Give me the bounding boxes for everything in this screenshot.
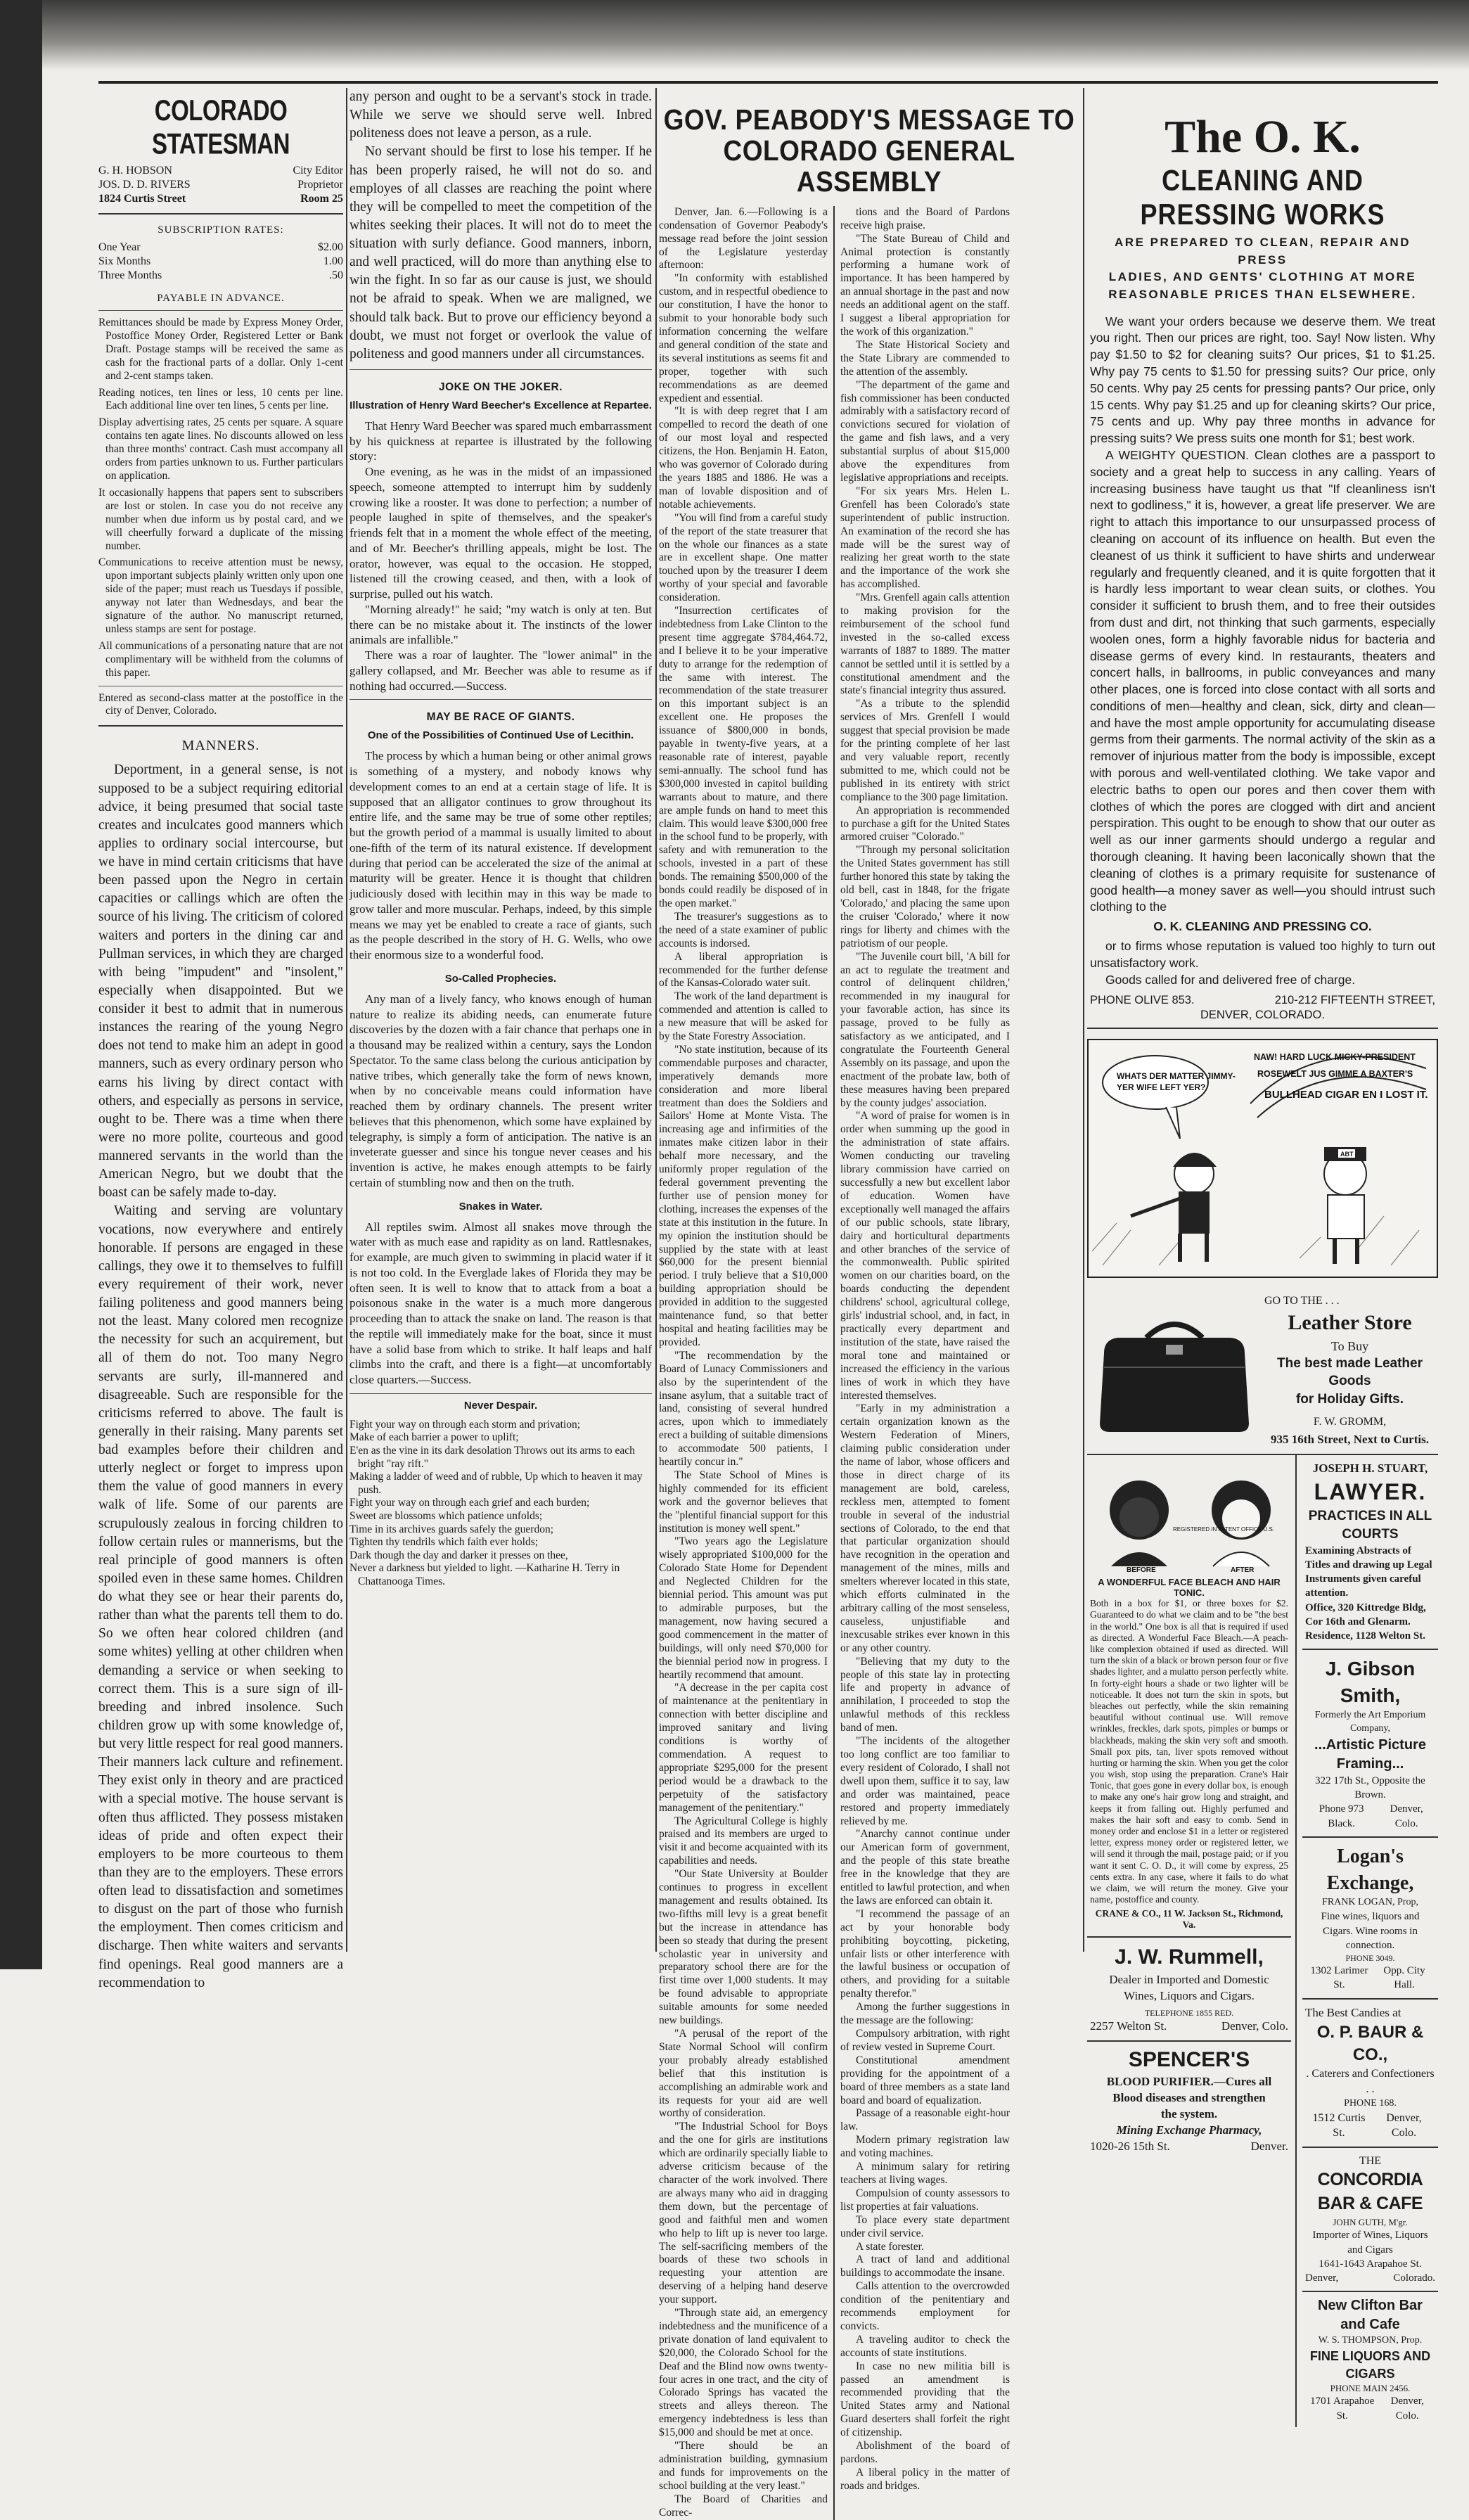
article-body bbox=[98, 761, 343, 1992]
article-body bbox=[349, 418, 652, 694]
rates-row: One Year $2.00 bbox=[98, 241, 343, 253]
column-rule bbox=[346, 88, 347, 1952]
poem-line: Dark though the day and darker it presses on thee, bbox=[349, 1549, 568, 1561]
ad-title: J. W. Rummell, bbox=[1115, 1945, 1264, 1969]
divider bbox=[349, 369, 652, 370]
paragraph: In case no new militia bill is passed an amendment is recommended providing that the United States army and National Guard deserters shall forfeit the right of citizenship. bbox=[840, 2360, 1010, 2439]
divider bbox=[349, 699, 652, 700]
paragraph: "The Juvenile court bill, 'A bill for an act to regulate the treatment and control of delinquent children,' recommended in my inaugural for your favorable action, has since its passage, proved to be fully as satisfactory as we anticipated, and I congratulate the Fourteenth General Assembly on its passage, and upon the enactment of the probate law, both of these measures having been prepared by the county judges' association. bbox=[840, 950, 1010, 1109]
ad-phone: PHONE OLIVE 853. bbox=[1090, 994, 1195, 1007]
poem-line: Making a ladder of weed and of rubble, Up which to heaven it may push. bbox=[349, 1471, 643, 1496]
message-left bbox=[659, 206, 828, 2520]
notice: Display advertising rates, 25 cents per square. A square contains ten agate lines. No discounts allowed on less than three months' contract. Cash must accompany all orders from parties unknown to us. Further particulars on application. bbox=[98, 416, 343, 482]
paragraph: All reptiles swim. Almost all snakes move through the water with as much ease and rapidity as on land. Rattlesnakes, for example, are much given to swimming in placid water if it is not too cold. In the Everglade lakes of Florida they may be often seen. It is well to know that to attack from a boat a poisonous snake in the water is a much more dangerous proceeding than to attack the snake on land. The reason is that the reptile will immediately make for the boat, since it must have a solid base from which to strike. It half leaps and half climbs into the craft, and there is a fight—at uncomfortably close quarters.—Success. bbox=[349, 1220, 652, 1387]
paragraph: One evening, as he was in the midst of an impassioned speech, someone attempted to interrupt him by suddenly crowing like a rooster. It was done to perfection; a number of people laughed in spite of themselves, and the speaker's friends felt that in a moment the whole effect of the meeting, and of Mr. Beecher's thrilling appeals, might be lost. The orator, however, was equal to the occasion. He stopped, listened till the crowing ceased, and then, with a look of surprise, pulled out his watch. bbox=[349, 465, 652, 601]
ad-title: Logan's Exchange, bbox=[1326, 1845, 1414, 1894]
paragraph: The Board of Charities and Correc- bbox=[659, 2493, 828, 2519]
ad-title: CONCORDIA BAR & CAFE bbox=[1317, 2170, 1423, 2214]
paragraph: "No state institution, because of its commendable purposes and character, imperatively demands more consideration and more liberal treatment than does the Soldiers and Sailors' Home at Monte Vista. The increasing age and infirmities of the inmates make citizen labor in their behalf more necessary, and the uniformly proper regulation of the federal government preventing the further use of pension money for clothing, increases the expenses of the state at this institution in the future. In my opinion the institution should be supplied by the state with at least $60,000 for the present biennial period. I truly believe that a $10,000 building appropriation should be provided in addition to the suggested maintenance fund, so that better hospital and heating facilities may be provided. bbox=[659, 1043, 828, 1348]
poem-line: Tighten thy tendrils which faith ever holds; bbox=[349, 1536, 539, 1549]
logan-ad: Logan's Exchange, FRANK LOGAN, Prop, Fine wines, liquors and Cigars. Wine rooms in connection. PHONE 3049. 1302 Larimer St. Opp. City Hall. bbox=[1302, 1838, 1438, 2000]
paragraph: No servant should be first to lose his temper. If he has been properly raised, he will not do so. and employes of all classes are reaching the point where they will be compelled to meet the competition of the whites seeking their places. It will not do to meet the situation with surly defiance. Good manners, inborn, and well practiced, will do more than anything else to win the fight. In so far as our cause is just, we should not be afraid to speak. When we are maligned, we should talk back. But to prove our efficiency beyond a doubt, we must not forget or overlook the value of politeness and good manners under all circumstances. bbox=[349, 144, 652, 362]
paragraph: "Two years ago the Legislature wisely appropriated $100,000 for the Colorado State Home for Dependent and Neglected Children for the biennial period. This amount was put to admirable purposes, but the management, now having secured a good commencement in the matter of buildings, will only need $70,000 for the biennial period now in progress. I heartily recommend that amount. bbox=[659, 1535, 828, 1681]
poem-body bbox=[349, 1419, 652, 1589]
notice: Reading notices, ten lines or less, 10 cents per line. Each additional line over ten lines, 5 cents per line. bbox=[98, 386, 343, 412]
scan-top-shadow bbox=[0, 0, 1469, 70]
article-title: MANNERS. bbox=[181, 738, 260, 754]
paragraph: The State School of Mines is highly commended for its efficient work and the governor believes that the "plentiful financial support for this institution is money well spent." bbox=[659, 1469, 828, 1535]
message-columns bbox=[659, 206, 1079, 2520]
paragraph: Deportment, in a general sense, is not supposed to be a subject requiring editorial advice, it being presumed that social taste creates and inculcates good manners which applies to ordinary social intercourse, but we have in mind certain criticisms that have been passed upon the Negro in certain capacities or callings which are often the source of his living. The criticism of colored waiters and porters in the dining car and Pullman services, in which they are charged with being "impudent" and "insolent," especially when disappointed. But we consider it best to admit that in numerous instances the rearing of the young Negro does not tend to make him an adept in good manners, such as every ordinary person who earns his living by direct contact with others, and especially as persons in service, ought to be. There was a time when there were no more polite, courteous and good mannered servants in the world than the American Negro, but we doubt that the boast can be safely made to-day. bbox=[98, 762, 343, 1201]
paragraph: The treasurer's suggestions as to the need of a state examiner of public accounts is indorsed. bbox=[659, 910, 828, 949]
paragraph: "I recommend the passage of an act by your honorable body prohibiting boycotting, picketing, unfair lists or other interference with the lawful business or occupation of others, and providing for a suitable penalty therefor." bbox=[840, 1907, 1010, 2000]
paragraph: That Henry Ward Beecher was spared much embarrassment by his quickness at repartee is illustrated by the following story: bbox=[349, 418, 652, 463]
masthead-title: COLORADO STATESMAN bbox=[152, 94, 290, 160]
top-rule bbox=[98, 81, 1438, 84]
newspaper-page bbox=[98, 81, 1438, 2519]
paragraph: A tract of land and additional buildings to accommodate the insane. bbox=[840, 2253, 1010, 2279]
column-3 bbox=[659, 88, 1079, 2519]
staff-row: G. H. HOBSON City Editor bbox=[98, 165, 343, 177]
staff-list bbox=[98, 164, 343, 206]
paragraph: Any man of a lively fancy, who knows enough of human nature to realize its abiding needs, can enumerate future discoveries by the dozen with a fair chance that perhaps one in a thousand may be realized within a century, says the London Spectator. To the same class belong the curious anticipation by native tribes, which generally take the form of news known, when by no conceivable means could information have reached them by ordinary channels. The present writer believes that this phenomenon, which some have explained by telegraphy, is simply a form of anticipation. The native is an inveterate guesser and since his tongue never ceases and his invention is active, he makes enough attempts to be fairly certain of stumbling now and then on the truth. bbox=[349, 992, 652, 1189]
ad-title: O. P. BAUR & CO., bbox=[1316, 2022, 1424, 2065]
paragraph: Waiting and serving are voluntary vocations, now everywhere and entirely honorable. If persons are engaged in these callings, they owe it to themselves to fulfill every requirement of their work, never failing politeness and good manners being not the least. Many colored men recognize the necessity for such an acquirement, but all of them do not. Too many Negro servants are surly, ill-mannered and disagreeable. Such are responsible for the criticisms referred to above. The fault is generally in their raising. Many parents set bad examples before their children and utterly neglect or forget to impress upon them the value of good manners in every walk of life. Some of our parents are scrupulously zealous in forcing children to follow certain rules or mannerisms, but the real principle of good manners is often spoiled even in these same homes. Children do what they see or hear their parents do, rather than what the parents tell them to do. So we often hear colored children (and some whites) yelling at other children when demanding a service or when seeking to correct them. This is a sure sign of ill-breeding and inbred insolence. Such children grow up with some knowledge of, but very little respect for real good manners. Their manners lack culture and refinement. They exist only in theory and are practiced with a special motive. The house servant is often thus afflicted. They possess mistaken ideas of pride and often expect their employers to be more courteous to them than they are to the employers. These errors often lead to dissatisfaction and sometimes to disgust on the part of those who furnish the employment. Then comes criticism and discharge. Then white waiters and servants find openings. Real good manners are a recommendation to bbox=[98, 1203, 343, 1990]
rummell-ad: J. W. Rummell, Dealer in Imported and Domestic Wines, Liquors and Cigars. TELEPHONE 1855 RED. 2257 Welton St. Denver, Colo. bbox=[1087, 1938, 1291, 2042]
poem-line: Fight your way on through each storm and privation; bbox=[349, 1418, 581, 1431]
column-2 bbox=[349, 88, 652, 1952]
ad-title: New Clifton Bar and Cafe bbox=[1318, 2298, 1423, 2333]
paragraph: "The State Bureau of Child and Animal protection is constantly performing a humane work of importance. It has been hampered by an annual shortage in the past and now needs an additional agent on the staff. I suggest a liberal appropriation for the work of this organization." bbox=[840, 232, 1010, 338]
paragraph: To place every state department under civil service. bbox=[840, 2213, 1010, 2239]
paragraph: The State Historical Society and the State Library are commended to the attention of the assembly. bbox=[840, 338, 1010, 378]
bubble-left-text: WHATS DER MATTER JIMMY- YER WIFE LEFT YER? bbox=[1117, 1071, 1236, 1093]
notice: All communications of a personating nature that are not complimentary will be withheld from the columns of this paper. bbox=[98, 639, 343, 679]
ad-title: LAWYER. bbox=[1314, 1479, 1427, 1505]
ad-tagline: ARE PREPARED TO CLEAN, REPAIR AND PRESS LADIES, AND GENTS' CLOTHING AT MORE REASONABLE PRICES THAN ELSEWHERE. bbox=[1108, 236, 1417, 301]
paragraph: "As a tribute to the splendid services of Mrs. Grenfell I would suggest that special provision be made for the printing complete of her last and very valuable report, recently submitted to me, which could not be published in its entirety with strict compliance to the 300 page limitation. bbox=[840, 698, 1010, 803]
ad-subtitle: CLEANING AND PRESSING WORKS bbox=[1140, 163, 1385, 231]
rates-heading: SUBSCRIPTION RATES: bbox=[158, 224, 284, 236]
paragraph: A liberal appropriation is recommended for the further defense of the Kansas-Colorado water suit. bbox=[659, 950, 828, 990]
ad-body: We want your orders because we deserve them. We treat you right. Then our prices are right, too. Say! Now listen. Why pay $1.50 to $2 for cleaning suits? Our prices, $1 to $1.25. Why pay 75 cents to $1.50 for pressing suits? Our price, only 50 cents. Why pay 25 cents for pressing pants? Our price, only 15 cents. Why pay $1.25 and up for cleaning skirts? Our price, 75 cents and up. Why pay three months in advance for pressing suits? We press suits one month for $1; best work. A WEIGHTY QUESTION. Clean clothes are a passport to society and a great help to success in any calling. Years of increasing business have taught us that "If cleanliness isn't next to godliness," it is, however, a great life preserver. We are right to attach this importance to our unsurpassed process of cleaning on account of its influence on health. But even the cleanest of us think it sufficient to have shirts and underwear regularly and frequently cleaned, and it is quite forgotten that it is hardly less important to wear clean suits, or clothes. You consider it sufficient to brush them, and to free their outsides from dust and dirt, not thinking that such garments, especially woolen ones, form a highly favorable nidus for bacteria and disease germs of every kind. In restaurants, theaters and concert halls, in ballrooms, in public conveyances and many other places, one is forced into close contact with all sorts and conditions of men—healthy and clean, sick, dirty and clean—and have the most ample opportunity for accumulating disease germs from their garments. The normal activity of the skin as a remover of injurious matter from the body is impossible, except with porous and well-ventilated clothing. We take vapor and electric baths to open our pores and then cover them with clothes of which the pores are clogged with dirt and ancient perspiration. This ought to be enough to show that our outer as well as our inner garments should undergo a regular and thorough cleaning. It having been laconically shown that the cleaning of clothes is a primary requisite for sustenance of good health—a money saver as well—you should intrust such clothing to the O. K. CLEANING AND PRESSING CO. or to firms whose reputation is valued too highly to turn out unsatisfactory work. Goods called for and delivered free of charge. bbox=[1090, 314, 1435, 987]
after-label: AFTER bbox=[1231, 1566, 1255, 1575]
paragraph: Compulsion of county assessors to list properties at fair valuations. bbox=[840, 2187, 1010, 2213]
paragraph: "The Industrial School for Boys and the one for girls are institutions which are ordinarily specially liable to adverse criticism because of the character of the work involved. There are always many who aid in dragging them down, but the percentage of good and faithful men and women who help to lift up is never too large. The self-sacrificing members of the boards of these two schools in requesting your attention are deserving of a helping hand deserve your support. bbox=[659, 2121, 828, 2306]
concordia-ad: THE CONCORDIA BAR & CAFE JOHN GUTH, M'gr. Importer of Wines, Liquors and Cigars 1641-1643 Arapahoe St. Denver, Colorado. bbox=[1302, 2148, 1438, 2293]
divider bbox=[349, 1393, 652, 1394]
paragraph: "In conformity with established custom, and in respectful obedience to our constitution, I have the honor to submit to your honorable body such information concerning the welfare and general condition of the state and its several institutions as seems fit and proper, together with such recommendations as are deemed expedient and essential. bbox=[659, 272, 828, 404]
rates-row: Three Months .50 bbox=[98, 269, 343, 281]
column-rule bbox=[655, 88, 657, 1952]
before-label: BEFORE bbox=[1127, 1566, 1156, 1575]
poem-line: Never a darkness but yielded to light. —Katharine H. Terry in Chattanooga Times. bbox=[349, 1562, 620, 1587]
ad-title: SPENCER'S bbox=[1128, 2047, 1250, 2071]
bleach-illustration bbox=[1090, 1461, 1294, 1573]
paragraph: "Through my personal solicitation the United States government has still further honored this state by taking the old bell, cast in 1848, for the frigate 'Colorado,' and placing the same upon the cruiser 'Colorado,' where it now rings for liberty and chimes with the patriotism of our people. bbox=[840, 844, 1010, 949]
paragraph: A liberal policy in the matter of roads and bridges. bbox=[840, 2466, 1010, 2492]
article-body bbox=[349, 88, 652, 364]
paragraph: A traveling auditor to check the accounts of state institutions. bbox=[840, 2333, 1010, 2359]
paragraph: Abolishment of the board of pardons. bbox=[840, 2440, 1010, 2466]
ad-body: Both in a box for $1, or three boxes for $2. Guaranteed to do what we claim and to be "the best in the world." One box is all that is required if used as directed. A Wonderful Face Bleach.—A peach-like complexion obtained if used as directed. Will turn the skin of a black or brown person four or five shades lighter, and a mulatto person perfectly white. In forty-eight hours a shade or two lighter will be noticeable. It does not turn the skin in spots, but bleaches out perfectly, while the skin remaining beautiful without continual use. Will remove wrinkles, freckles, dark spots, pimples or bumps or blackheads, making the skin very soft and smooth. Small pox pits, tan, liver spots removed without hurting or harming the skin. When you get the color you wish, stop using the preparation. Crane's Hair Tonic, that goes gone in every dollar box, is enough to make any one's hair grow long and straight, and keeps it from falling out. Highly perfumed and makes the hair soft and easy to comb. Send in money order and enclose $1 in a letter or registered letter, express money order or registered letter, we will send it through the mail, postage paid; or if you want it sent C. O. D., it will come by express, 25 cents extra. In any case, where it fails to do what we claim, we will return the money. Give your name, postoffice and county. bbox=[1090, 1598, 1288, 1905]
column-rule bbox=[1083, 88, 1084, 1952]
staff-row: JOS. D. D. RIVERS Proprietor bbox=[98, 179, 343, 191]
paragraph: A state forester. bbox=[856, 2240, 924, 2253]
article-subtitle: Illustration of Henry Ward Beecher's Excellence at Repartee. bbox=[349, 399, 652, 411]
paragraph: An appropriation is recommended to purchase a gift for the United States armored cruiser "Colorado." bbox=[840, 804, 1010, 843]
paragraph: "Believing that my duty to the people of this state lay in protecting life and property in advance of annihilation, I proceeded to stop the unlawful methods of this reckless band of men. bbox=[840, 1655, 1010, 1734]
paragraph: "Through state aid, an emergency indebtedness and the munificence of a private donation of land equivalent to $20,000, the Colorado School for the Deaf and the Blind now owns twenty-four acres in one tract, and the city of Colorado Springs has vacated the streets and alleys thereon. The emergency indebtedness is less than $15,000 and should be met at once. bbox=[659, 2307, 828, 2439]
paragraph: "A decrease in the per capita cost of maintenance at the penitentiary in connection with better discipline and improved sanitary and living conditions is worthy of commendation. A request to appropriate $295,000 for the present period would be a drawback to the perpetuity of the satisfactory management of the penitentiary." bbox=[659, 1682, 828, 1814]
registered-label: REGISTERED IN PATENT OFFICE U.S. bbox=[1173, 1526, 1275, 1533]
face-bleach-ad bbox=[1087, 1455, 1291, 1938]
paragraph: Passage of a reasonable eight-hour law. bbox=[840, 2107, 1010, 2133]
notice: Communications to receive attention must be newsy, upon important subjects plainly written only upon one side of the paper; must reach us Tuesdays if possible, anyway not later than Wednesdays, and bear the signature of the author. No manuscript returned, unless stamps are sent for postage. bbox=[98, 556, 343, 635]
paragraph: Compulsory arbitration, with right of review vested in Supreme Court. bbox=[840, 2028, 1010, 2053]
paragraph: The process by which a human being or other animal grows is something of a mystery, and nobody knows why development comes to an end at a certain stage of life. It is supposed that an alligator continues to grow throughout its entire life, and the same may be true of some other reptiles; but the growth period of a mammal is usually limited to about one-fifth of the term of its natural existence. If development during that period can be accelerated the size of the animal at maturity will be greater. Hence it is thought that children judiciously dosed with lecithin may in this way be made to grow taller and more muscular. Perhaps, indeed, by this simple means we may yet be enabled to create a race of giants, such as the people described in the story of H. G. Wells, who owe their enormous size to a wonderful food. bbox=[349, 749, 652, 962]
paragraph: "The department of the game and fish commissioner has been conducted admirably with a satisfactory record of convictions secured for violation of the game and fish laws, and a very substantial surplus of about $15,000 above the expenditures from legislative appropriations and receipts. bbox=[840, 378, 1010, 484]
ad-title: A WONDERFUL FACE BLEACH AND HAIR TONIC. bbox=[1098, 1577, 1281, 1599]
paragraph: "Insurrection certificates of indebtedness from Lake Clinton to the present time aggregate $784,464.72, and I believe it to be your imperative duty to arrange for the redemption of the same with interest. The recommendation of the state treasurer on this important subject is an excellent one. He proposes the issuance of $800,000 in bonds, payable in twenty-five years, at a reasonable rate of interest, payable semi-annually. The school fund has $300,000 invested in capitol building warrants about to mature, and there are ample funds on hand to meet this claim. This would leave $300,000 free in the school fund to be properly, with safety and with remuneration to the schools, invested in a part of these bonds. The remaining $500,000 of the bonds could readily be disposed of in the open market." bbox=[659, 605, 828, 909]
paragraph: The work of the land department is commended and attention is called to a new measure that will be asked for by the State Forestry Association. bbox=[659, 990, 828, 1043]
cap-label: ABT bbox=[1340, 1151, 1354, 1158]
paragraph: any person and ought to be a servant's stock in trade. While we serve we should serve well. Inbred politeness does not leave a person, as a rule. bbox=[349, 89, 652, 141]
paragraph: "Morning already!" he said; "my watch is only at ten. But there can be no mistake about it. The instincts of the lower animals are infallible." bbox=[349, 602, 652, 647]
ad-title: Leather Store bbox=[1288, 1311, 1412, 1335]
paragraph: "The incidents of the altogether too long conflict are too familiar to every resident of Colorado, I shall not dwell upon them, suffice it to say, law and order was maintained, peace restored and property immediately relieved by me. bbox=[840, 1735, 1010, 1827]
paragraph: "Mrs. Grenfell again calls attention to making provision for the reimbursement of the school fund invested in the so-called excess warrants of 1887 to 1889. The matter cannot be settled until it is settled by a constitutional amendment and the state's financial integrity thus assured. bbox=[840, 591, 1010, 697]
article-title: So-Called Prophecies. bbox=[444, 972, 557, 985]
poem-line: E'en as the vine in its dark desolation Throws out its arms to each bright "ray rift." bbox=[349, 1445, 635, 1470]
ad-lead: GO TO THE . . . bbox=[1264, 1295, 1340, 1307]
divider bbox=[98, 310, 343, 311]
paragraph: "The recommendation by the Board of Lunacy Commissioners and also by the superintendent of the insane asylum, that a suitable tract of land, consisting of several hundred acres, upon which to immediately erect a building of suitable dimensions to accommodate 500 patients, I heartily concur in." bbox=[659, 1349, 828, 1469]
poem-line: Fight your way on through each grief and each burden; bbox=[349, 1497, 590, 1509]
article-body bbox=[349, 992, 652, 1191]
paragraph: "Our State University at Boulder continues to progress in excellent management and results obtained. Its two-fifths mill levy is a great benefit but the increase in attendance has been so steady that during the present scholastic year in university and preparatory school there are for the first time over 1,000 students. It may be found advisable to appropriate suitable amounts for some needed new buildings. bbox=[659, 1868, 828, 2027]
paragraph: "It is with deep regret that I am compelled to record the death of one of our most loyal and respected citizens, the Hon. Benjamin H. Eaton, who was governor of Colorado during the years 1885 and 1886. He was a man of lovable disposition and of notable achievements. bbox=[659, 405, 828, 511]
divider bbox=[98, 725, 343, 727]
cigar-cartoon bbox=[1087, 1039, 1438, 1278]
staff-row: 1824 Curtis Street Room 25 bbox=[98, 193, 343, 205]
paragraph: "There should be an administration building, gymnasium and funds for improvements on the school building at the very least." bbox=[659, 2440, 828, 2492]
spencer-ad: SPENCER'S BLOOD PURIFIER.—Cures all Blood diseases and strengthen the system. Mining Exchange Pharmacy, 1020-26 15th St. Denver. bbox=[1087, 2042, 1291, 2159]
entered-note: Entered as second-class matter at the postoffice in the city of Denver, Colorado. bbox=[98, 691, 343, 717]
bubble-right-text: NAW! HARD LUCK MICKY-PRESIDENT ROSEWELT JUS GIMME A BAXTER'S BULLHEAD CIGAR EN I LOST IT. bbox=[1254, 1052, 1428, 1101]
paragraph: "You will find from a careful study of the report of the state treasurer that on the whole our finances as a state are in excellent shape. One matter touched upon by the treasurer I deem worthy of your special and favorable consideration. bbox=[659, 511, 828, 604]
paragraph: There was a roar of laughter. The "lower animal" in the gallery collapsed, and Mr. Beecher was able to resume as if nothing had occurred.—Success. bbox=[349, 648, 652, 693]
paragraph: Calls attention to the overcrowded condition of the penitentiary and recommends employment for convicts. bbox=[840, 2280, 1010, 2332]
clifton-ad: New Clifton Bar and Cafe W. S. THOMPSON, Prop. FINE LIQUORS AND CIGARS PHONE MAIN 2456. 1701 Arapahoe St. Denver, Colo. bbox=[1302, 2292, 1438, 2427]
paragraph: "For six years Mrs. Helen L. Grenfell has been Colorado's state superintendent of public instruction. An examination of the record she has made will be the surest way of realizing her great worth to the state and the importance of the work she has accomplished. bbox=[840, 485, 1010, 591]
article-body bbox=[349, 1220, 652, 1388]
ad-title: J. Gibson Smith, bbox=[1325, 1658, 1416, 1707]
paragraph: The Agricultural College is highly praised and its members are urged to visit it and become acquainted with its capabilities and needs. bbox=[659, 1815, 828, 1867]
notice: It occasionally happens that papers sent to subscribers are lost or stolen. In case you do not receive any number when due inform us by postal card, and we will cheerfully forward a duplicate of the missing number. bbox=[98, 486, 343, 552]
ad-company: CRANE & CO., 11 W. Jackson St., Richmond, Va. bbox=[1095, 1908, 1283, 1931]
paragraph: "A word of praise for women is in order when summing up the good in the administration of state affairs. Women conducting our traveling library commission have carried on successfully a new but excellent labor of education. Women have exceptionally well managed the affairs of our public schools, state library, dairy and horticultural departments and other branches of the service of the commonwealth. Public spirited women on our charities board, on the boards conducting the dependent childrens' school, agricultural college, girls' industrial school, and, in fact, in practically every department and institution of the state, have raised the moral tone and maintained or increased the efficiency in the various lines of work in which they have interested themselves. bbox=[840, 1110, 1010, 1402]
poem-line: Sweet are blossoms which patience unfolds; bbox=[349, 1510, 543, 1523]
paragraph: "Anarchy cannot continue under our American form of government, and the people of this state breathe free in the knowledge that they are entitled to lawful protection, and when the laws are enforced can obtain it. bbox=[840, 1828, 1010, 1907]
article-title: JOKE ON THE JOKER. bbox=[438, 380, 563, 393]
smith-ad: J. Gibson Smith, Formerly the Art Emporium Company, ...Artistic Picture Framing... 322 17th St., Opposite the Brown. Phone 973 Black. Denver, Colo. bbox=[1302, 1650, 1438, 1837]
scan-left-edge bbox=[0, 0, 42, 1969]
paragraph: Modern primary registration law and voting machines. bbox=[840, 2134, 1010, 2160]
leather-store-ad: GO TO THE . . . Leather Store To Buy The best made Leather Goods for Holiday Gifts. F. W. GROMM, 935 16th Street, Next to Curtis. bbox=[1087, 1288, 1438, 1455]
cartoon-illustration bbox=[1089, 1040, 1437, 1277]
baur-ad: The Best Candies at O. P. BAUR & CO., . Caterers and Confectioners . . PHONE 168. 1512 Curtis St. Denver, Colo. bbox=[1302, 2000, 1438, 2148]
paragraph: tions and the Board of Pardons receive high praise. bbox=[840, 205, 1010, 231]
ad-city: DENVER, COLORADO. bbox=[1200, 1009, 1325, 1022]
paragraph: Denver, Jan. 6.—Following is a condensation of Governor Peabody's message read before the joint session of the Legislature yesterday afternoon: bbox=[659, 205, 828, 271]
rates-table bbox=[98, 241, 343, 283]
headline: GOV. PEABODY'S MESSAGE TO COLORADO GENERAL ASSEMBLY bbox=[663, 103, 1075, 198]
notices bbox=[98, 316, 343, 680]
article-body bbox=[349, 748, 652, 963]
poem-line: Make of each barrier a power to uplift; bbox=[349, 1431, 519, 1444]
article-title: MAY BE RACE OF GIANTS. bbox=[426, 711, 575, 724]
ad-footer bbox=[1090, 994, 1435, 1007]
paragraph: "Early in my administration a certain organization known as the Western Federation of Miners, claiming public consideration under the name of labor, whose officers and those in direct charge of its management are bold, careless, reckless men, attempted to foment trouble in several of the industrial sections of Colorado, to the end that that particular organization should have recognition in the operation and management of the mines, mills and smelters wherever located in this state, which efforts culminated in the arbitrary calling of the most senseless, causeless, unjustifiable and inexcusable strikes ever known in this or any other country. bbox=[840, 1402, 1010, 1654]
article-subtitle: One of the Possibilities of Continued Use of Lecithin. bbox=[367, 729, 634, 742]
rates-row: Six Months 1.00 bbox=[98, 255, 343, 267]
notice: Remittances should be made by Express Money Order, Postoffice Money Order, Registered Letter or Bank Draft. Postage stamps will be received the same as cash for the fractional parts of a dollar. Only 1-cent and 2-cent stamps taken. bbox=[98, 316, 343, 382]
lower-ads-left bbox=[1087, 1455, 1297, 2427]
poem-line: Time in its archives guards safely the guerdon; bbox=[349, 1523, 553, 1535]
paragraph: A minimum salary for retiring teachers at living wages. bbox=[840, 2161, 1010, 2186]
poem-title: Never Despair. bbox=[463, 1399, 538, 1412]
ad-address: 210-212 FIFTEENTH STREET, bbox=[1274, 994, 1435, 1007]
column-1 bbox=[98, 88, 343, 1990]
payable-note: PAYABLE IN ADVANCE. bbox=[157, 293, 285, 304]
divider bbox=[98, 213, 343, 215]
lower-ads bbox=[1087, 1455, 1438, 2427]
ad-title: The O. K. bbox=[1165, 111, 1361, 162]
bag-illustration bbox=[1090, 1304, 1259, 1438]
ok-cleaning-ad bbox=[1087, 88, 1438, 1029]
article-title: Snakes in Water. bbox=[458, 1200, 543, 1213]
paragraph: Constitutional amendment providing for the appointment of a board of three members as a state land board and board of equalization. bbox=[840, 2054, 1010, 2106]
message-right bbox=[833, 206, 1010, 2520]
column-4 bbox=[1087, 88, 1438, 2422]
paragraph: "A perusal of the report of the State Normal School will confirm your probably already established belief that this institution is accomplishing an admirable work and its requests for your aid are well worthy of consideration. bbox=[659, 2028, 828, 2120]
paragraph: Among the further suggestions in the message are the following: bbox=[840, 2001, 1010, 2027]
stuart-ad: JOSEPH H. STUART, LAWYER. PRACTICES IN ALL COURTS Examining Abstracts of Titles and drawing up Legal Instruments given careful attention. Office, 320 Kittredge Bldg, Cor 16th and Glenarm. Residence, 1128 Welton St. bbox=[1302, 1455, 1438, 1650]
lower-ads-right bbox=[1297, 1455, 1438, 2427]
